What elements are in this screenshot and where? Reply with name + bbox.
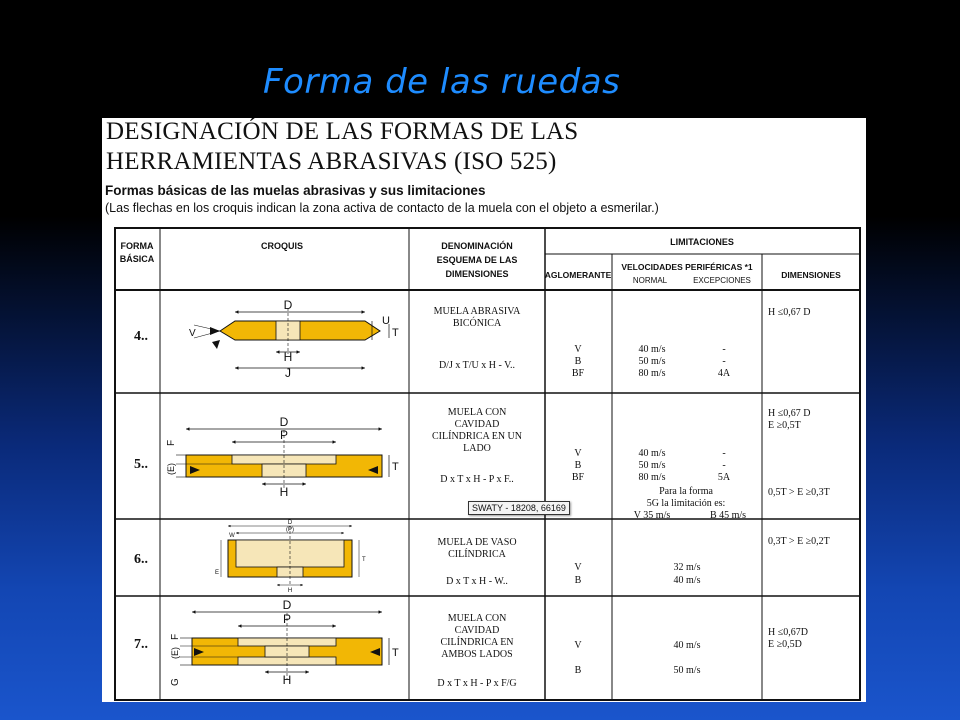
sketch-cylindrical-cup	[215, 520, 366, 594]
dim-label-j: J	[285, 366, 291, 380]
row5-extra-4: B 45 m/s	[709, 510, 747, 521]
row7-binder-2: B	[574, 665, 582, 676]
row6-name-2: CILÍNDRICA	[448, 549, 506, 560]
header-denominacion-2: ESQUEMA DE LAS	[436, 255, 518, 265]
dim-label-g: G	[170, 678, 181, 686]
dim-label-v: V	[189, 328, 196, 339]
dim-label-p: P	[279, 428, 289, 442]
row4-exc-1: -	[722, 344, 726, 355]
row7-dim-2: E ≥0,5D	[768, 639, 802, 650]
dim-label-f: F	[166, 439, 177, 446]
header-forma-2: BÁSICA	[119, 254, 155, 264]
header-dimensiones: DIMENSIONES	[781, 270, 841, 280]
row5-extra-3: V 35 m/s	[633, 510, 671, 521]
dim-label-e: (E)	[170, 647, 180, 659]
row4-normal-1: 40 m/s	[638, 344, 666, 355]
row-4	[134, 298, 810, 380]
row5-dim-1: H ≤0,67 D	[768, 408, 811, 419]
forma-6: 6..	[134, 552, 148, 567]
header-forma-1: FORMA	[120, 241, 154, 251]
row5-binder-1: V	[574, 448, 582, 459]
row4-name-1: MUELA ABRASIVA	[433, 306, 521, 317]
row5-extra-1: Para la forma	[659, 486, 713, 497]
dim-label-p: (P)	[286, 527, 294, 533]
sketch-cup-one-side	[166, 415, 399, 499]
row4-normal-3: 80 m/s	[638, 368, 666, 379]
dim-label-h: H	[283, 350, 293, 364]
row5-normal-3: 80 m/s	[638, 472, 666, 483]
row-6	[134, 520, 830, 594]
document-image	[102, 118, 866, 702]
subtitle: Formas básicas de las muelas abrasivas y sus limitaciones	[105, 183, 486, 198]
header-normal: NORMAL	[632, 276, 668, 285]
dim-label-t: T	[362, 557, 366, 563]
row5-name-3: CILÍNDRICA EN UN	[432, 431, 522, 442]
row5-binder-3: BF	[571, 472, 585, 483]
shapes-table	[102, 118, 866, 702]
header-excepciones: EXCEPCIONES	[693, 276, 751, 285]
slide-title: Forma de las ruedas	[263, 62, 621, 102]
row6-binder-2: B	[574, 575, 582, 586]
sketch-cup-both-sides	[170, 598, 399, 687]
dim-label-h: H	[282, 673, 292, 687]
row7-formula: D x T x H - P x F/G	[437, 678, 517, 689]
row6-name-1: MUELA DE VASO	[437, 537, 517, 548]
row4-exc-3: 4A	[717, 368, 731, 379]
row4-formula: D/J x T/U x H - V..	[438, 360, 516, 371]
row7-binder-1: V	[574, 640, 582, 651]
row5-normal-2: 50 m/s	[638, 460, 666, 471]
dim-label-t: T	[392, 461, 399, 473]
row4-name-2: BICÓNICA	[452, 318, 502, 329]
row5-name-4: LADO	[463, 443, 491, 454]
row7-normal-2: 50 m/s	[673, 665, 701, 676]
row4-binder-2: B	[574, 356, 582, 367]
note: (Las flechas en los croquis indican la zona activa de contacto de la muela con el objeto a esmerilar.)	[105, 201, 659, 215]
header-croquis: CROQUIS	[260, 241, 304, 251]
header-limitaciones: LIMITACIONES	[670, 237, 734, 247]
row4-dim-1: H ≤0,67 D	[768, 307, 811, 318]
heading-line1: DESIGNACIÓN DE LAS FORMAS DE LAS	[106, 118, 579, 145]
row6-binder-1: V	[574, 562, 582, 573]
dim-label-e: E	[215, 570, 220, 576]
reference-tooltip: SWATY - 18208, 66169	[468, 501, 570, 515]
row4-binder-1: V	[574, 344, 582, 355]
row5-exc-3: 5A	[717, 472, 731, 483]
heading-line2: HERRAMIENTAS ABRASIVAS (ISO 525)	[106, 148, 557, 175]
forma-4: 4..	[134, 329, 148, 344]
row7-normal-1: 40 m/s	[673, 640, 701, 651]
row5-dim-3: 0,5T > E ≥0,3T	[768, 487, 830, 498]
dim-label-d: D	[282, 598, 292, 612]
dim-label-d: D	[287, 520, 293, 526]
row5-dim-2: E ≥0,5T	[768, 420, 801, 431]
sketch-bicone	[189, 298, 399, 380]
row5-extra-2: 5G la limitación es:	[646, 498, 726, 509]
dim-label-w: W	[229, 533, 235, 539]
row5-exc-2: -	[722, 460, 726, 471]
row5-binder-2: B	[574, 460, 582, 471]
row7-name-1: MUELA CON	[447, 613, 507, 624]
row6-formula: D x T x H - W..	[446, 576, 508, 587]
forma-5: 5..	[134, 457, 148, 472]
row5-name-2: CAVIDAD	[454, 419, 500, 430]
dim-label-d: D	[279, 415, 289, 429]
row5-exc-1: -	[722, 448, 726, 459]
row6-normal-1: 32 m/s	[673, 562, 701, 573]
row7-dim-1: H ≤0,67D	[768, 627, 808, 638]
dim-label-d: D	[283, 298, 293, 312]
row5-normal-1: 40 m/s	[638, 448, 666, 459]
row4-binder-3: BF	[571, 368, 585, 379]
dim-label-h: H	[279, 485, 289, 499]
dim-label-f: F	[170, 633, 181, 640]
header-denominacion-3: DIMENSIONES	[445, 269, 509, 279]
dim-label-t: T	[392, 647, 399, 659]
row7-name-3: CILÍNDRICA EN	[440, 637, 514, 648]
header-velocidades: VELOCIDADES PERIFÉRICAS *1	[621, 262, 753, 272]
dim-label-e: (E)	[166, 463, 176, 475]
row5-formula: D x T x H - P x F..	[440, 474, 514, 485]
header-denominacion-1: DENOMINACIÓN	[441, 241, 513, 251]
row4-normal-2: 50 m/s	[638, 356, 666, 367]
forma-7: 7..	[134, 637, 148, 652]
row-7	[134, 598, 808, 689]
row7-name-4: AMBOS LADOS	[441, 649, 513, 660]
dim-label-h: H	[287, 588, 293, 594]
row6-dim-1: 0,3T > E ≥0,2T	[768, 536, 830, 547]
row4-exc-2: -	[722, 356, 726, 367]
dim-label-u: U	[382, 315, 390, 327]
dim-label-p: P	[282, 612, 292, 626]
row5-name-1: MUELA CON	[447, 407, 507, 418]
dim-label-t: T	[392, 327, 399, 339]
row6-normal-2: 40 m/s	[673, 575, 701, 586]
header-aglomerante: AGLOMERANTE	[544, 270, 612, 280]
row7-name-2: CAVIDAD	[454, 625, 500, 636]
